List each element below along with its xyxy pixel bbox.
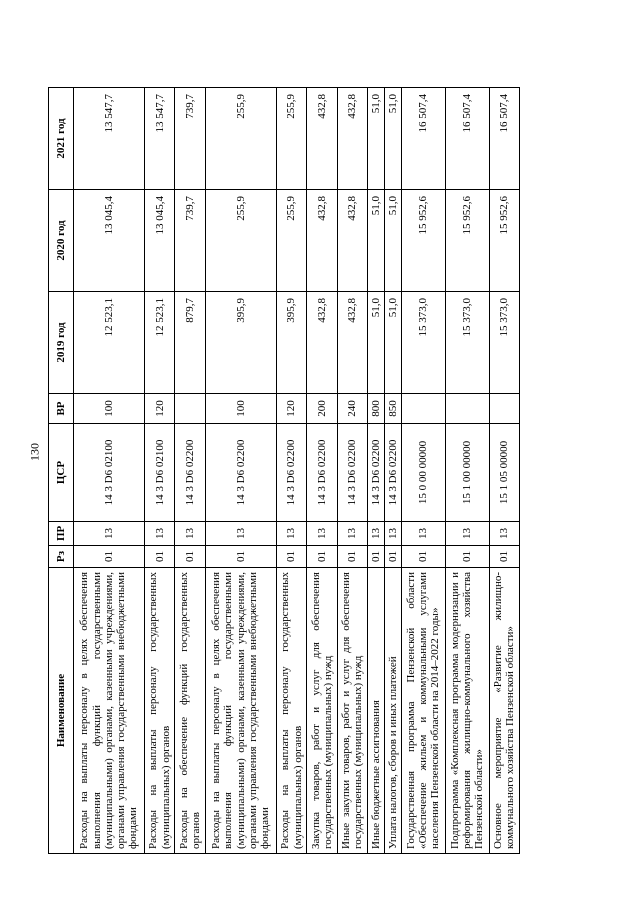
- cell-name: Закупка товаров, работ и услуг для обеспечения государственных (муниципальных) нужд: [307, 568, 337, 854]
- page-number: 130: [27, 443, 42, 461]
- cell-vr: 120: [145, 394, 175, 424]
- cell-rz: 01: [489, 546, 519, 568]
- cell-2020: 432,8: [337, 190, 367, 292]
- cell-pr: 13: [401, 522, 445, 546]
- table-row: [489, 88, 519, 854]
- cell-name: Расходы на выплаты персоналу государственных (муниципальных) органов: [145, 568, 175, 854]
- cell-vr: 240: [337, 394, 367, 424]
- cell-pr: 13: [307, 522, 337, 546]
- cell-2020: 255,9: [205, 190, 276, 292]
- header-2020: 2020 год: [49, 190, 74, 292]
- header-pr: ПР: [49, 522, 74, 546]
- cell-rz: 01: [175, 546, 205, 568]
- table-row: [445, 88, 489, 854]
- cell-2020: 13 045,4: [145, 190, 175, 292]
- cell-2021: 16 507,4: [489, 88, 519, 190]
- cell-csr: 15 0 00 00000: [401, 424, 445, 522]
- cell-2021: 13 547,7: [145, 88, 175, 190]
- cell-2020: 432,8: [307, 190, 337, 292]
- cell-rz: 01: [337, 546, 367, 568]
- cell-2021: 432,8: [307, 88, 337, 190]
- cell-vr: 200: [307, 394, 337, 424]
- cell-name: Иные закупки товаров, работ и услуг для обеспечения государственных (муниципальных) нужд: [337, 568, 367, 854]
- cell-csr: 14 3 D6 02200: [368, 424, 385, 522]
- cell-csr: 14 3 D6 02200: [307, 424, 337, 522]
- table-row: [74, 88, 145, 854]
- cell-name: Расходы на выплаты персоналу в целях обеспечения выполнения функций государственными (муниципальными) органами, казенными учреждениями, органами управления государственными внебюджетными фондами: [205, 568, 276, 854]
- header-name: Наименование: [49, 568, 74, 854]
- cell-pr: 13: [384, 522, 401, 546]
- rotated-table-container: [48, 88, 520, 854]
- cell-pr: 13: [489, 522, 519, 546]
- table-row: [145, 88, 175, 854]
- header-2021: 2021 год: [49, 88, 74, 190]
- cell-2019: 879,7: [175, 292, 205, 394]
- table-row: [175, 88, 205, 854]
- cell-2019: 15 373,0: [489, 292, 519, 394]
- cell-csr: 15 1 00 00000: [445, 424, 489, 522]
- cell-name: Подпрограмма «Комплексная программа модернизации и реформирования жилищно-коммунального хозяйства Пензенской области»: [445, 568, 489, 854]
- table-row: [307, 88, 337, 854]
- cell-pr: 13: [276, 522, 306, 546]
- cell-csr: 14 3 D6 02200: [384, 424, 401, 522]
- cell-2020: 15 952,6: [401, 190, 445, 292]
- cell-2020: 13 045,4: [74, 190, 145, 292]
- cell-name: Государственная программа Пензенской области «Обеспечение жильем и коммунальными услугами населения Пензенской области на 2014–2022 годы»: [401, 568, 445, 854]
- cell-rz: 01: [276, 546, 306, 568]
- cell-csr: 14 3 D6 02100: [145, 424, 175, 522]
- cell-2021: 255,9: [205, 88, 276, 190]
- table-row: [205, 88, 276, 854]
- header-rz: Рз: [49, 546, 74, 568]
- cell-2020: 15 952,6: [489, 190, 519, 292]
- cell-pr: 13: [205, 522, 276, 546]
- cell-2019: 395,9: [276, 292, 306, 394]
- cell-csr: 14 3 D6 02200: [175, 424, 205, 522]
- cell-2021: 16 507,4: [445, 88, 489, 190]
- cell-pr: 13: [74, 522, 145, 546]
- cell-name: Основное мероприятие «Развитие жилищно-коммунального хозяйства Пензенской области»: [489, 568, 519, 854]
- cell-name: Расходы на обеспечение функций государственных органов: [175, 568, 205, 854]
- cell-pr: 13: [337, 522, 367, 546]
- cell-vr: 100: [74, 394, 145, 424]
- cell-pr: 13: [145, 522, 175, 546]
- cell-pr: 13: [368, 522, 385, 546]
- budget-table: [48, 87, 520, 854]
- cell-csr: 15 1 05 00000: [489, 424, 519, 522]
- cell-csr: 14 3 D6 02100: [74, 424, 145, 522]
- cell-rz: 01: [445, 546, 489, 568]
- header-2019: 2019 год: [49, 292, 74, 394]
- cell-2021: 13 547,7: [74, 88, 145, 190]
- cell-rz: 01: [307, 546, 337, 568]
- cell-vr: 850: [384, 394, 401, 424]
- cell-2021: 16 507,4: [401, 88, 445, 190]
- cell-2019: 432,8: [307, 292, 337, 394]
- cell-2020: 51,0: [368, 190, 385, 292]
- cell-2019: 12 523,1: [145, 292, 175, 394]
- cell-rz: 01: [74, 546, 145, 568]
- cell-2019: 15 373,0: [445, 292, 489, 394]
- table-row: [368, 88, 385, 854]
- cell-name: Расходы на выплаты персоналу в целях обеспечения выполнения функций государственными (муниципальными) органами, казенными учреждениями, органами управления государственными внебюджетными фондами: [74, 568, 145, 854]
- cell-2021: 432,8: [337, 88, 367, 190]
- cell-2019: 15 373,0: [401, 292, 445, 394]
- cell-vr: 100: [205, 394, 276, 424]
- cell-2021: 255,9: [276, 88, 306, 190]
- cell-pr: 13: [175, 522, 205, 546]
- cell-2019: 432,8: [337, 292, 367, 394]
- table-row: [276, 88, 306, 854]
- cell-2019: 395,9: [205, 292, 276, 394]
- table-header-row: [49, 88, 74, 854]
- cell-vr: [445, 394, 489, 424]
- table-row: [401, 88, 445, 854]
- cell-2020: 255,9: [276, 190, 306, 292]
- cell-2021: 739,7: [175, 88, 205, 190]
- cell-csr: 14 3 D6 02200: [276, 424, 306, 522]
- cell-2021: 51,0: [368, 88, 385, 190]
- cell-pr: 13: [445, 522, 489, 546]
- cell-2019: 51,0: [384, 292, 401, 394]
- cell-csr: 14 3 D6 02200: [337, 424, 367, 522]
- cell-vr: 120: [276, 394, 306, 424]
- cell-vr: [401, 394, 445, 424]
- cell-vr: 800: [368, 394, 385, 424]
- header-vr: ВР: [49, 394, 74, 424]
- cell-name: Расходы на выплаты персоналу государственных (муниципальных) органов: [276, 568, 306, 854]
- cell-2020: 15 952,6: [445, 190, 489, 292]
- table-row: [384, 88, 401, 854]
- cell-rz: 01: [145, 546, 175, 568]
- cell-rz: 01: [384, 546, 401, 568]
- cell-2019: 51,0: [368, 292, 385, 394]
- cell-2020: 739,7: [175, 190, 205, 292]
- header-csr: ЦСР: [49, 424, 74, 522]
- cell-2020: 51,0: [384, 190, 401, 292]
- table-row: [337, 88, 367, 854]
- cell-rz: 01: [368, 546, 385, 568]
- cell-2019: 12 523,1: [74, 292, 145, 394]
- cell-rz: 01: [401, 546, 445, 568]
- cell-vr: [489, 394, 519, 424]
- cell-2021: 51,0: [384, 88, 401, 190]
- cell-vr: [175, 394, 205, 424]
- cell-name: Иные бюджетные ассигнования: [368, 568, 385, 854]
- cell-csr: 14 3 D6 02200: [205, 424, 276, 522]
- cell-rz: 01: [205, 546, 276, 568]
- cell-name: Уплата налогов, сборов и иных платежей: [384, 568, 401, 854]
